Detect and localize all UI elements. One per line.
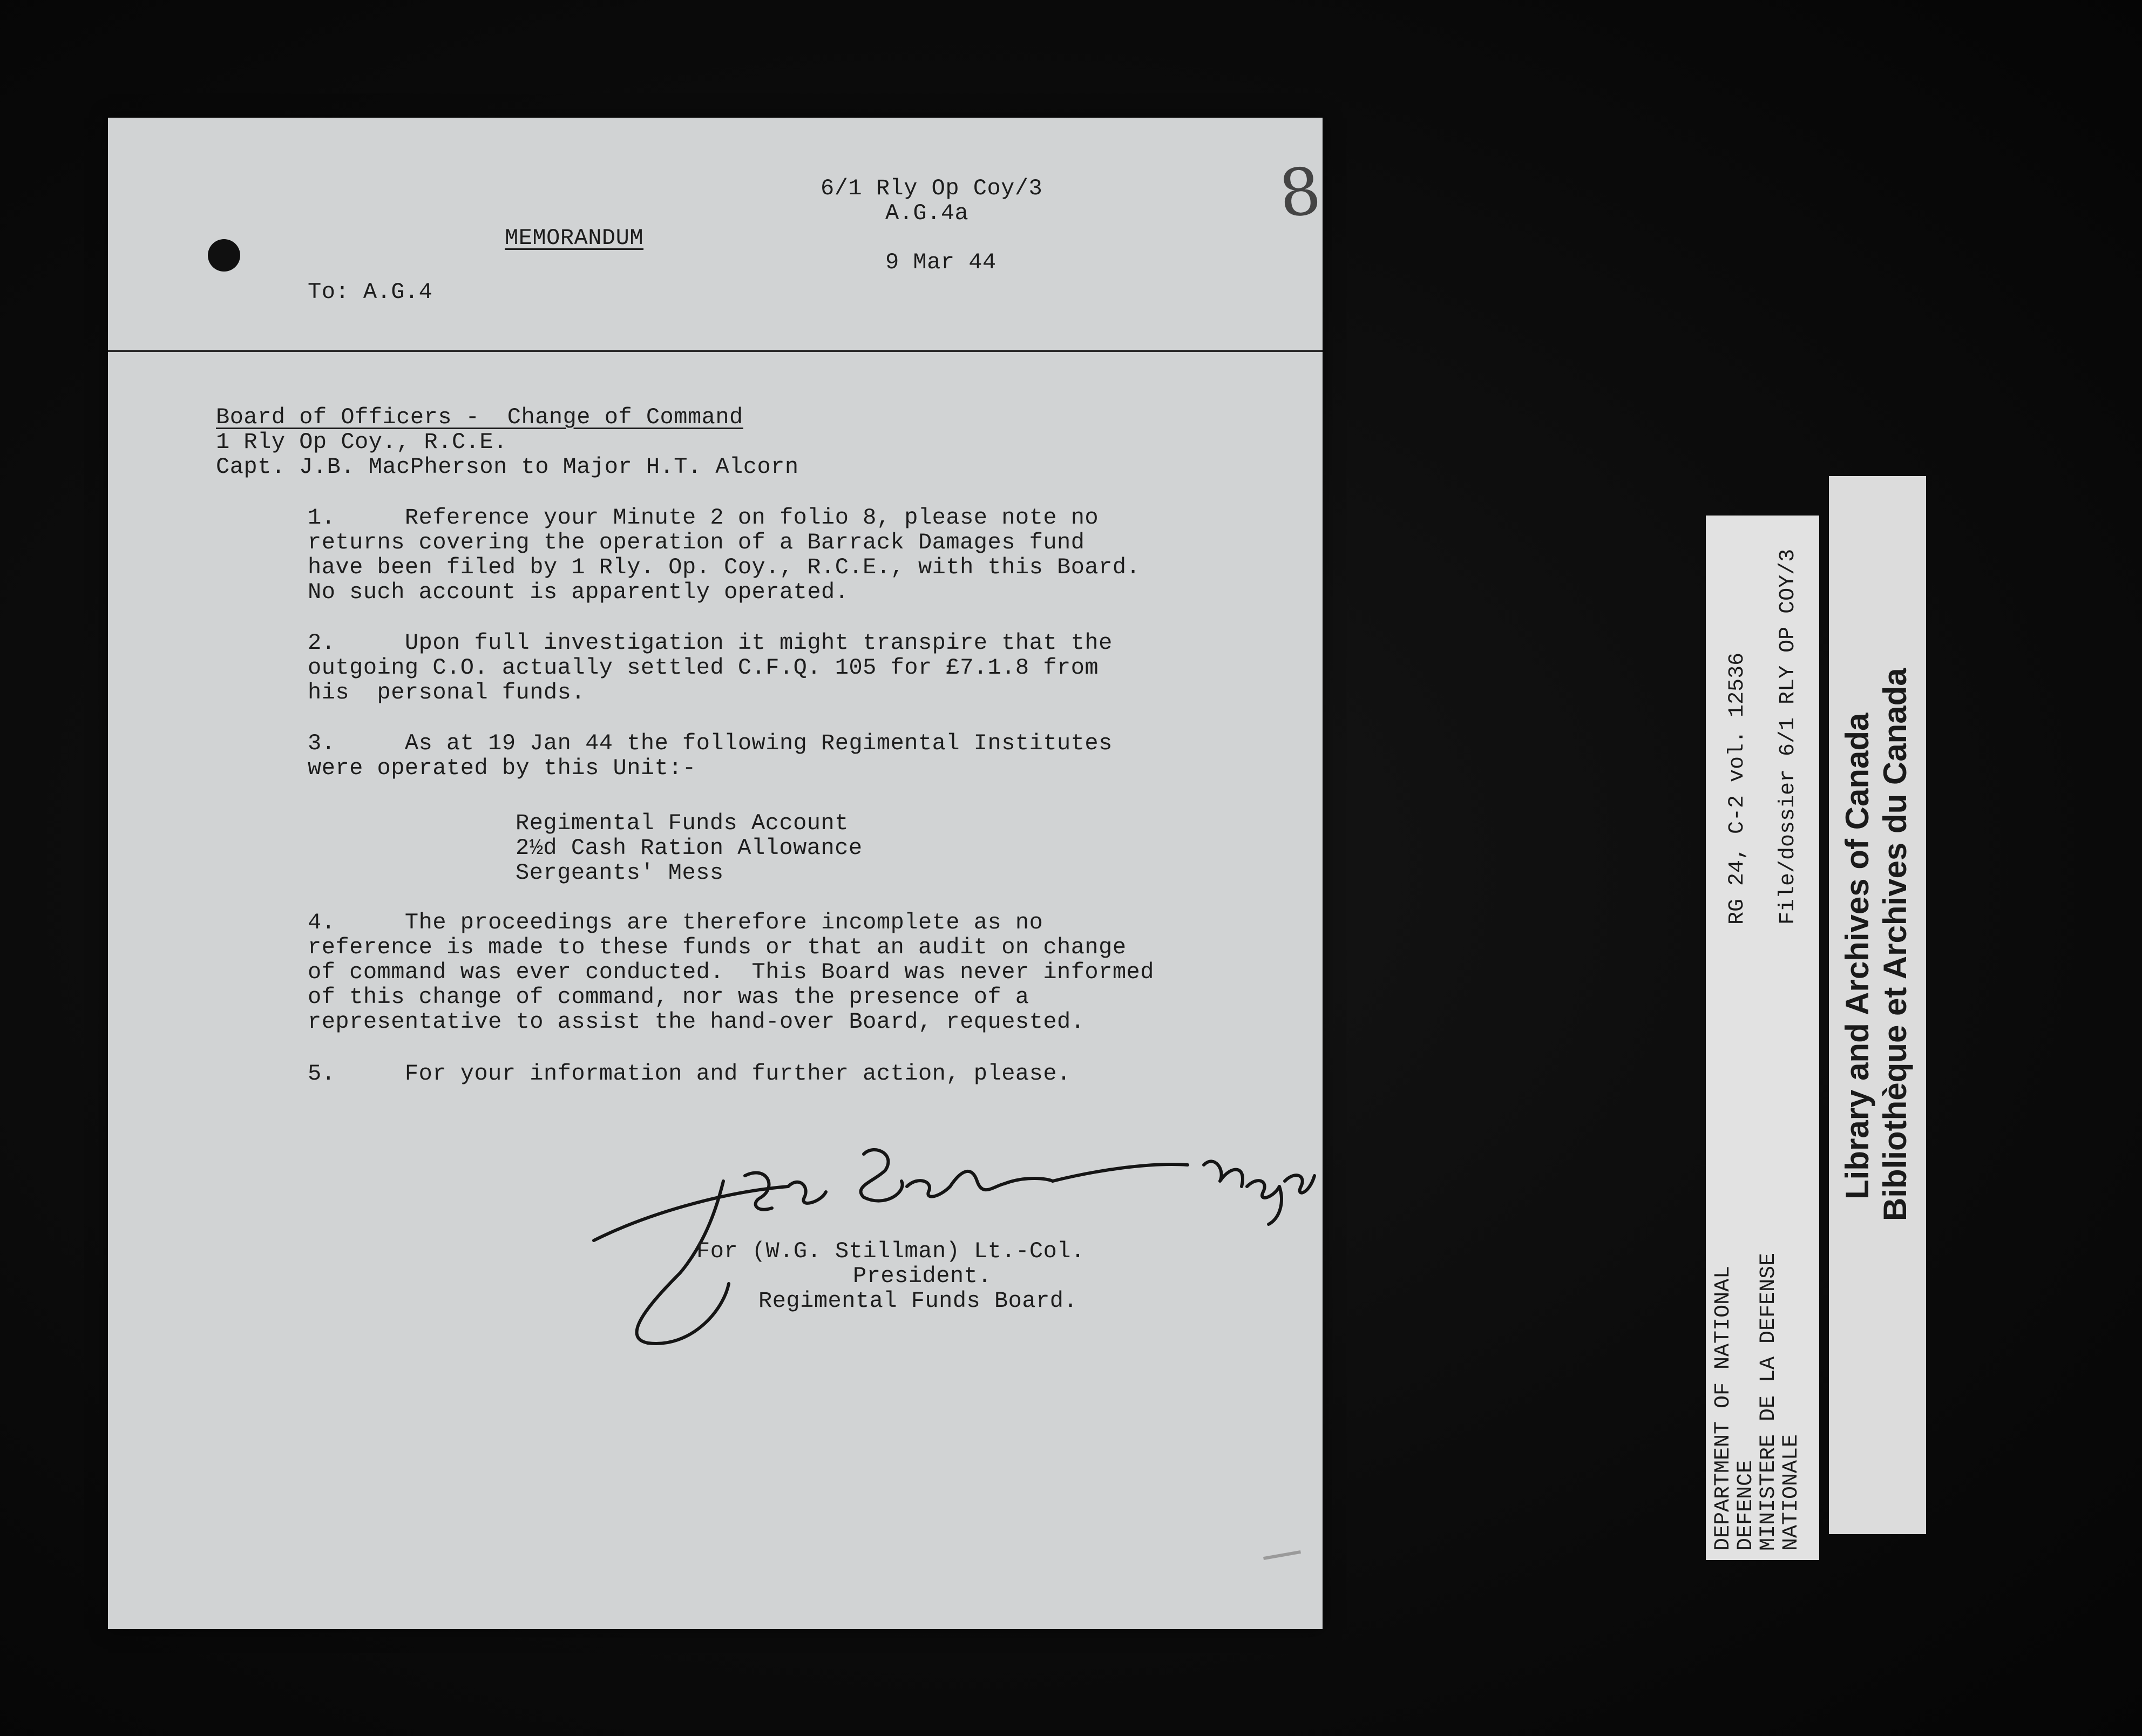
subject-line-2: 1 Rly Op Coy., R.C.E. (216, 429, 507, 455)
institute-list-item: Regimental Funds Account (516, 810, 849, 836)
subject-line-1: Board of Officers - Change of Command (216, 404, 743, 430)
subject-line-3: Capt. J.B. MacPherson to Major H.T. Alcorn (216, 454, 799, 480)
paragraph-4-line: of this change of command, nor was the presence of a (308, 984, 1029, 1010)
memo-addressee: To: A.G.4 (308, 279, 433, 305)
archive-file-reference: File/dossier 6/1 RLY OP COY/3 (1776, 548, 1800, 925)
distribution-reference: A.G.4a (885, 200, 969, 226)
lac-label-strip (1829, 476, 1926, 1534)
lac-name-french: Bibliothèque et Archives du Canada (1877, 668, 1913, 1221)
archive-dept-line-2: DEFENCE (1734, 1460, 1758, 1551)
paragraph-1-line: 1. Reference your Minute 2 on folio 8, please note no (308, 505, 1099, 531)
archive-reference-strip (1706, 516, 1819, 1560)
paragraph-2-line: outgoing C.O. actually settled C.F.Q. 105 for £7.1.8 from (308, 655, 1099, 681)
paragraph-4-line: 4. The proceedings are therefore incomplete as no (308, 910, 1043, 935)
paragraph-3-line: were operated by this Unit:- (308, 755, 696, 781)
heading-divider (108, 350, 1323, 352)
institute-list-item: 2½d Cash Ration Allowance (516, 835, 863, 861)
signature-line-3: Regimental Funds Board. (758, 1288, 1078, 1314)
signature-line-1: For (W.G. Stillman) Lt.-Col. (696, 1238, 1085, 1264)
paragraph-5: 5. For your information and further action, please. (308, 1061, 1071, 1087)
paragraph-1-line: returns covering the operation of a Barrack Damages fund (308, 530, 1085, 555)
paragraph-4-line: representative to assist the hand-over Board, requested. (308, 1009, 1085, 1035)
paragraph-2-line: his personal funds. (308, 680, 586, 706)
archive-dept-line-3: MINISTERE DE LA DEFENSE (1757, 1252, 1781, 1551)
page-corner-mark (1263, 1550, 1301, 1560)
paragraph-2-line: 2. Upon full investigation it might transpire that the (308, 630, 1113, 656)
archive-rg-reference: RG 24, C-2 vol. 12536 (1725, 652, 1750, 925)
memo-date: 9 Mar 44 (885, 249, 997, 275)
punch-hole (208, 239, 240, 272)
institute-list-item: Sergeants' Mess (516, 860, 724, 886)
archive-dept-line-1: DEPARTMENT OF NATIONAL (1711, 1265, 1736, 1551)
lac-name-english: Library and Archives of Canada (1839, 713, 1875, 1199)
paragraph-3-line: 3. As at 19 Jan 44 the following Regimental Institutes (308, 730, 1113, 756)
paragraph-1-line: No such account is apparently operated. (308, 579, 849, 605)
archive-dept-line-4: NATIONALE (1779, 1434, 1804, 1551)
memo-page (108, 118, 1323, 1629)
folio-number-mark: 8 (1275, 153, 1325, 233)
signature-line-2: President. (853, 1263, 992, 1289)
memo-title: MEMORANDUM (505, 225, 644, 251)
file-reference: 6/1 Rly Op Coy/3 (821, 175, 1043, 201)
paragraph-1-line: have been filed by 1 Rly. Op. Coy., R.C.E., with this Board. (308, 554, 1141, 580)
paragraph-4-line: of command was ever conducted. This Board was never informed (308, 959, 1154, 985)
paragraph-4-line: reference is made to these funds or that an audit on change (308, 934, 1127, 960)
